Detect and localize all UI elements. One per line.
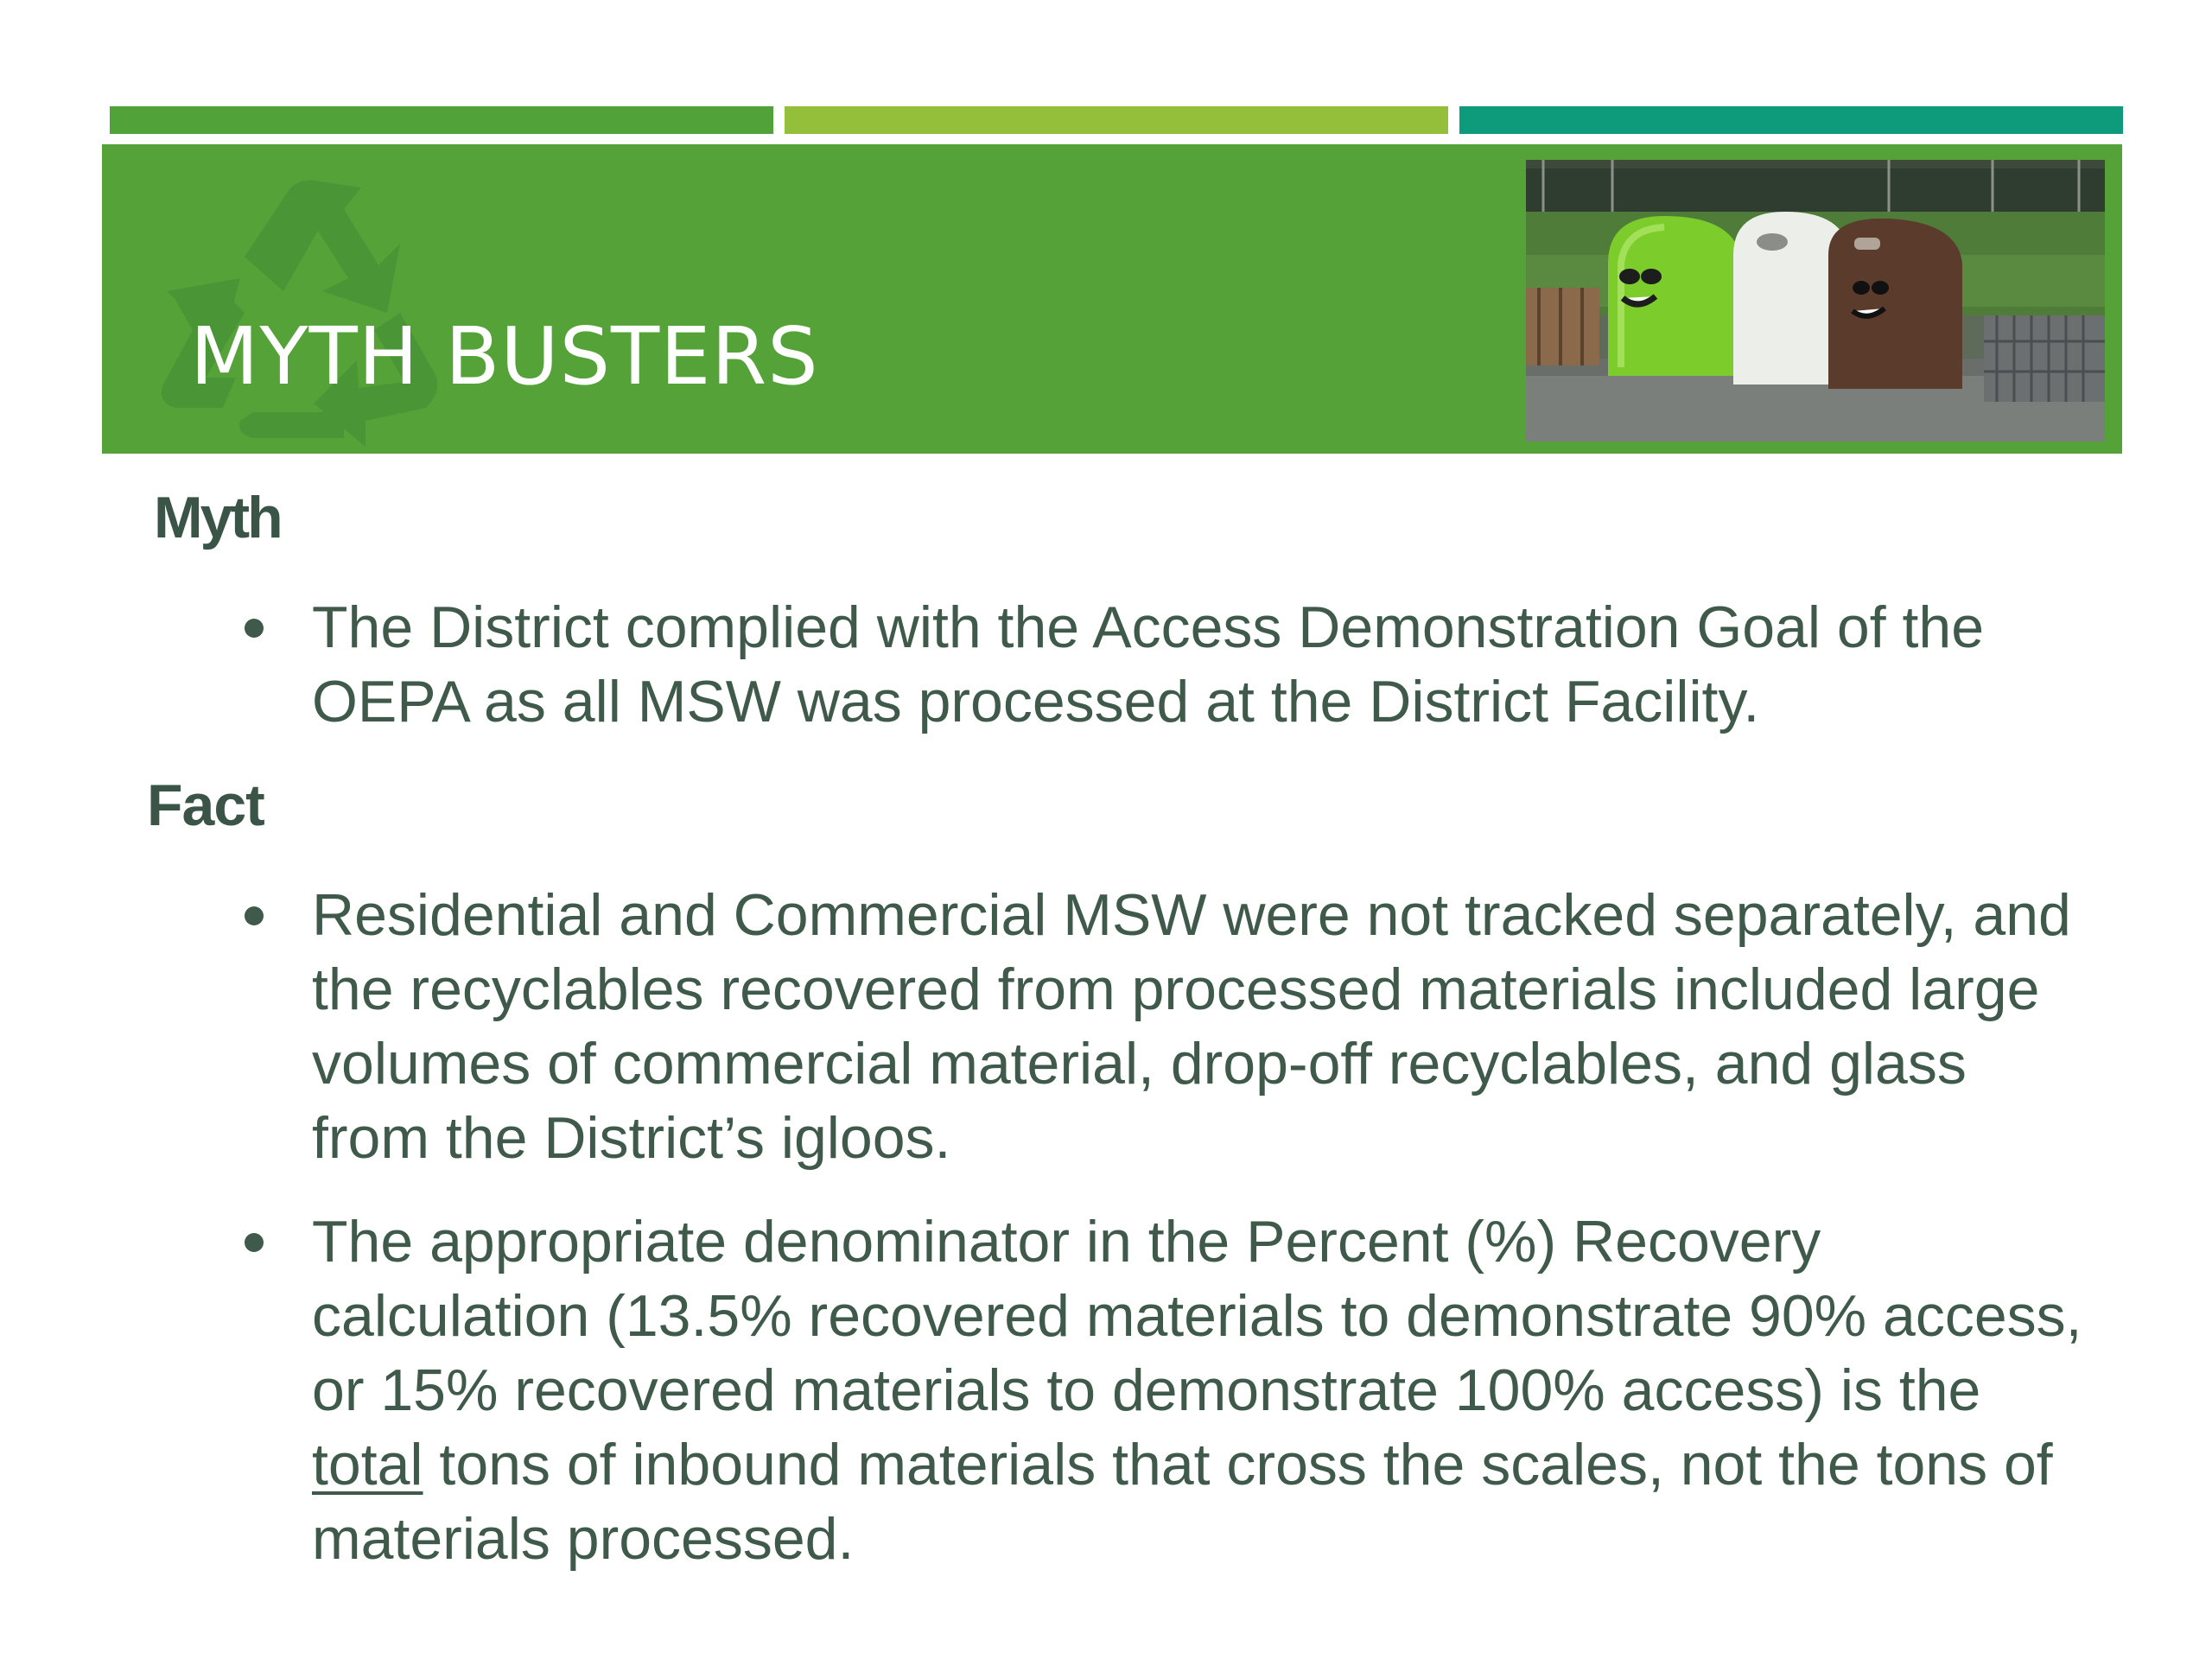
fact-bullet	[154, 1205, 2089, 1576]
myth-heading: Myth	[154, 485, 281, 550]
stripe-lime	[785, 106, 1448, 134]
bullet-dot-icon	[245, 1233, 264, 1252]
fact-bullet	[154, 878, 2089, 1175]
stripe-green	[110, 106, 773, 134]
title-banner	[102, 144, 2122, 454]
top-color-stripes	[110, 106, 2123, 134]
slide-title: MYTH BUSTERS	[190, 310, 819, 403]
myth-bullet	[154, 590, 2089, 739]
fact-bullet-list	[154, 878, 2089, 1576]
bullet-dot-icon	[245, 906, 264, 925]
slide-body	[147, 484, 2089, 1576]
myth-bullet-text: The District complied with the Access Demonstration Goal of the OEPA as all MSW was processed at the District Facility.	[312, 594, 1985, 734]
fact-bullet-text-before: The appropriate denominator in the Percent (%) Recovery calculation (13.5% recovered materials to demonstrate 90% access, or 15% recovered materials to demonstrate 100% access) is the	[312, 1209, 2082, 1423]
recycle-symbol-icon	[141, 162, 504, 454]
fact-heading: Fact	[147, 772, 264, 838]
bullet-dot-icon	[245, 619, 264, 638]
myth-bullet-list	[154, 590, 2089, 739]
stripe-teal	[1459, 106, 2123, 134]
fact-bullet-emphasis: total	[312, 1432, 423, 1497]
recycling-igloos-photo	[1526, 160, 2105, 442]
fact-bullet-text: Residential and Commercial MSW were not tracked separately, and the recyclables recovered from processed materials included large volumes of commercial material, drop-off recyclables, and glass from the District’s igloos.	[312, 882, 2071, 1171]
fact-bullet-text-after: tons of inbound materials that cross the scales, not the tons of materials processed.	[312, 1432, 2053, 1572]
